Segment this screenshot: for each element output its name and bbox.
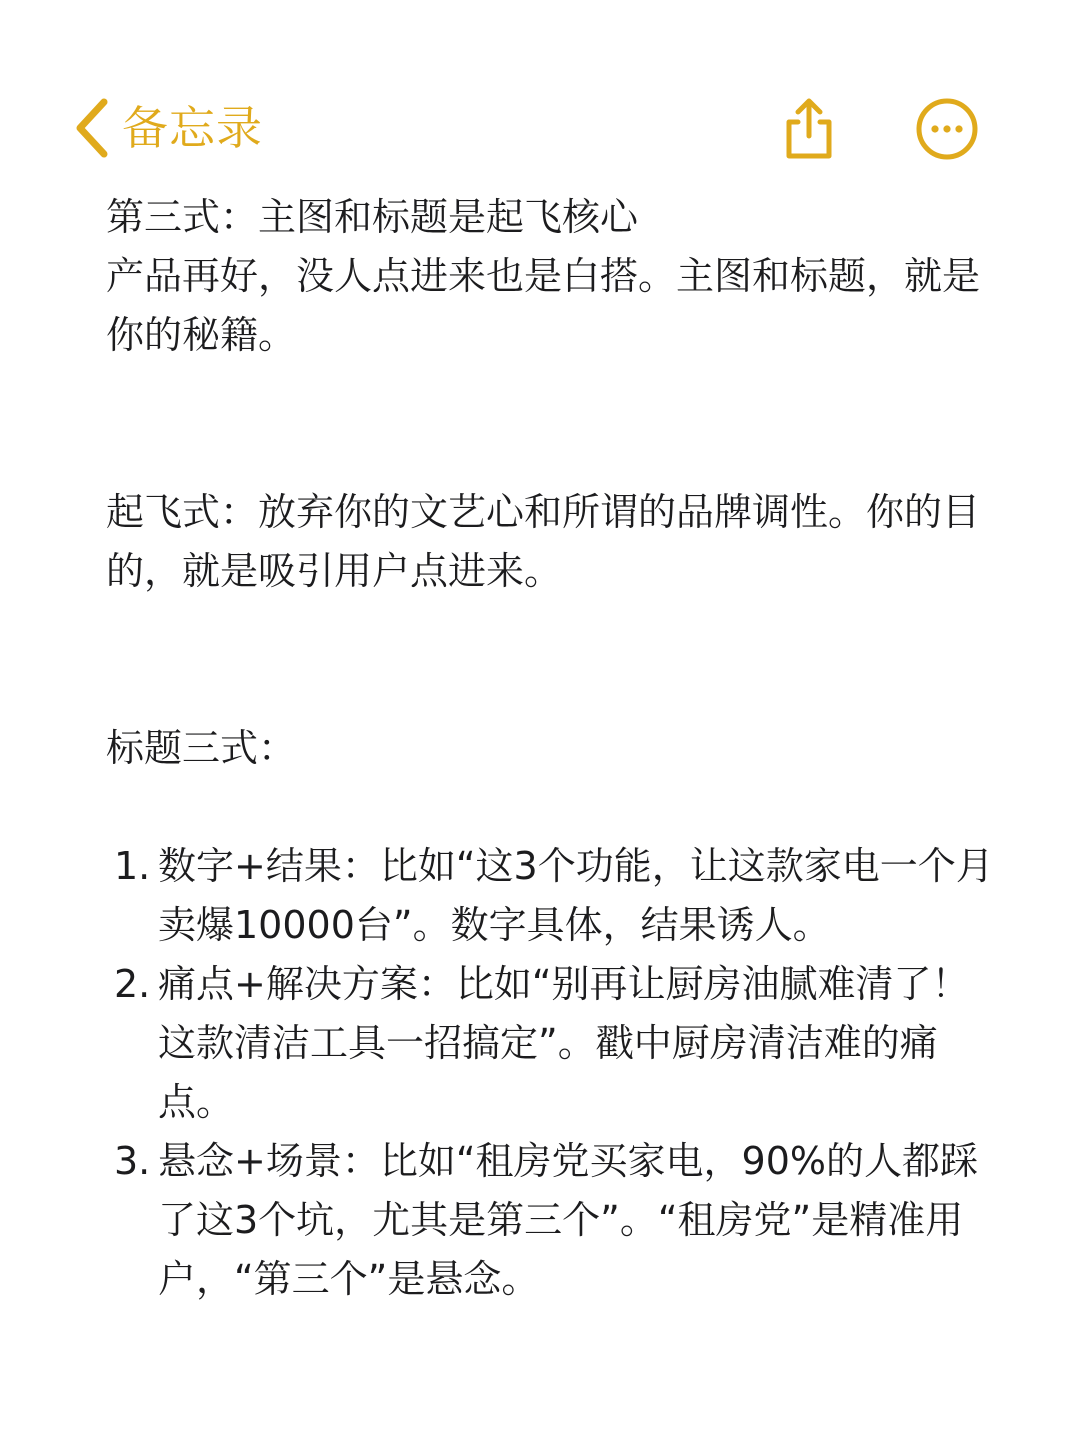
list-number: 2. [114,962,151,1006]
blank-line [106,601,996,660]
list-item [106,837,996,955]
blank-line [106,660,996,719]
list-item-text: 数字+结果：比如“这3个功能，让这款家电一个月卖爆10000台”。数字具体，结果诱人。 [158,844,994,947]
chevron-left-icon [70,96,114,160]
blank-line [106,778,996,837]
note-paragraph: 起飞式：放弃你的文艺心和所谓的品牌调性。你的目的，就是吸引用户点进来。 [106,490,981,593]
list-number: 1. [114,844,151,888]
blank-line [106,424,996,483]
note-heading: 第三式：主图和标题是起飞核心 [106,195,639,239]
back-button[interactable] [70,96,263,160]
navigation-bar [0,0,1080,190]
share-button[interactable] [776,96,842,162]
more-button[interactable] [914,96,980,162]
numbered-list [106,837,996,1309]
list-item-text: 悬念+场景：比如“租房党买家电，90%的人都踩了这3个坑，尤其是第三个”。“租房党”是精准用户，“第三个”是悬念。 [158,1139,978,1301]
note-body[interactable] [106,188,996,1309]
share-icon [776,96,842,162]
list-item-text: 痛点+解决方案：比如“别再让厨房油腻难清了！这款清洁工具一招搞定”。戳中厨房清洁难的痛点。 [158,962,970,1124]
note-paragraph: 产品再好，没人点进来也是白搭。主图和标题，就是你的秘籍。 [106,254,981,357]
back-label: 备忘录 [122,101,263,155]
blank-line [106,365,996,424]
list-item [106,955,996,1132]
ellipsis-circle-icon [914,96,980,162]
list-number: 3. [114,1139,151,1183]
list-item [106,1132,996,1309]
note-paragraph: 标题三式： [106,726,297,770]
